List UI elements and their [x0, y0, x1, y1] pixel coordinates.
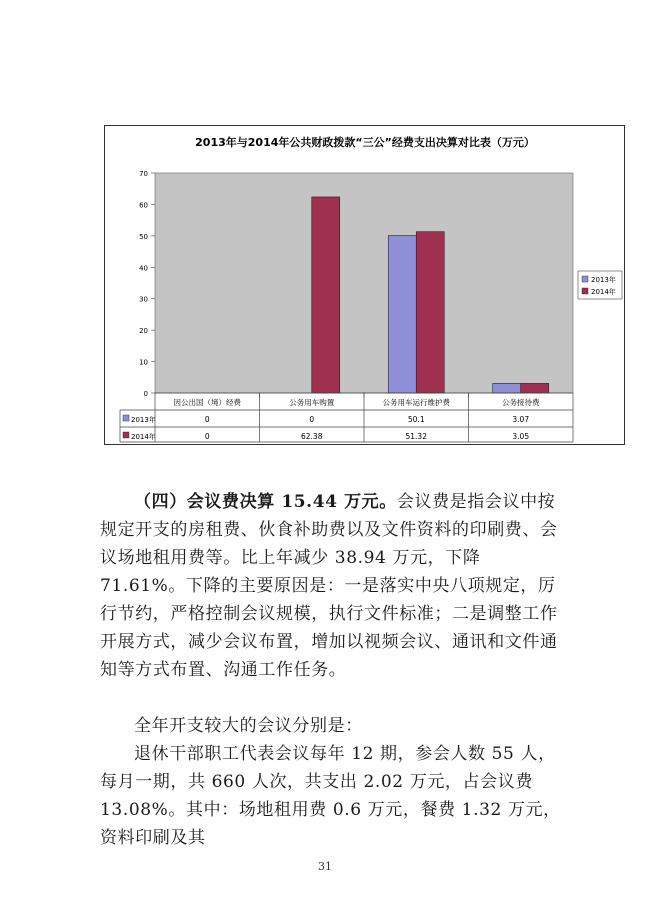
- bar-2014-1: [312, 197, 340, 393]
- page-number: 31: [318, 860, 332, 873]
- data-label: 62.38: [301, 432, 323, 441]
- data-label: 0: [204, 415, 210, 424]
- category-label: 公务接待费: [502, 398, 540, 407]
- data-label: 3.07: [512, 415, 530, 424]
- chart-title: 2013年与2014年公共财政拨款“三公”经费支出决算对比表（万元）: [195, 136, 535, 149]
- bar-2013-3: [493, 383, 521, 393]
- data-label: 50.1: [407, 415, 425, 424]
- y-tick-label: 50: [139, 232, 148, 241]
- y-tick-label: 70: [139, 170, 148, 178]
- section-heading: （四）会议费决算 15.44 万元。: [134, 492, 397, 512]
- table-series-name: 2013年: [131, 416, 156, 424]
- legend-swatch: [582, 288, 588, 294]
- bar-2014-3: [521, 383, 549, 393]
- y-tick-label: 40: [139, 264, 148, 273]
- legend-swatch: [582, 276, 588, 282]
- paragraph-meeting-fee-text: 会议费是指会议中按规定开支的房租费、伙食补助费以及文件资料的印刷费、会议场地租用费等。比上年减少 38.94 万元，下降 71.61%。下降的主要原因是：一是落实中央八项规定，厉行节约，严格控制会议规模，执行文件标准；二是调整工作开展方式，减少会议布置，增加以视频会议、通讯和文件通知等方式布置、沟通工作任务。: [100, 492, 558, 680]
- data-label: 3.05: [512, 432, 530, 441]
- bar-2014-2: [416, 232, 444, 393]
- data-label: 0: [309, 415, 315, 424]
- y-tick-label: 10: [139, 358, 148, 367]
- data-label: 51.32: [405, 432, 427, 441]
- y-tick-label: 0: [143, 390, 148, 398]
- paragraph-major-meetings: 全年开支较大的会议分别是：: [134, 716, 363, 736]
- table-series-name: 2014年: [131, 433, 156, 441]
- data-label: 0: [204, 432, 210, 441]
- category-label: 公务用车购置: [289, 398, 335, 407]
- bar-2013-2: [388, 236, 416, 393]
- y-tick-label: 60: [139, 201, 148, 210]
- table-legend-key: [123, 432, 129, 438]
- y-tick-label: 30: [139, 295, 148, 304]
- category-label: 因公出国（境）经费: [173, 398, 241, 407]
- legend-label: 2014年: [591, 288, 616, 296]
- paragraph-retiree-meeting: 退休干部职工代表会议每年 12 期，参会人数 55 人，每月一期，共 660 人次，共支出 2.02 万元，占会议费 13.08%。其中：场地租用费 0.6 万元，餐费 1.32 万元，资料印刷及其: [100, 744, 561, 848]
- table-legend-key: [123, 415, 129, 421]
- bar-chart: [105, 126, 626, 446]
- paragraph-meeting-fee: [100, 488, 570, 684]
- plot-area: [155, 173, 573, 393]
- legend-label: 2013年: [591, 276, 616, 284]
- category-label: 公务用车运行维护费: [382, 398, 450, 407]
- y-tick-label: 20: [139, 327, 148, 336]
- chart-container: [104, 125, 625, 445]
